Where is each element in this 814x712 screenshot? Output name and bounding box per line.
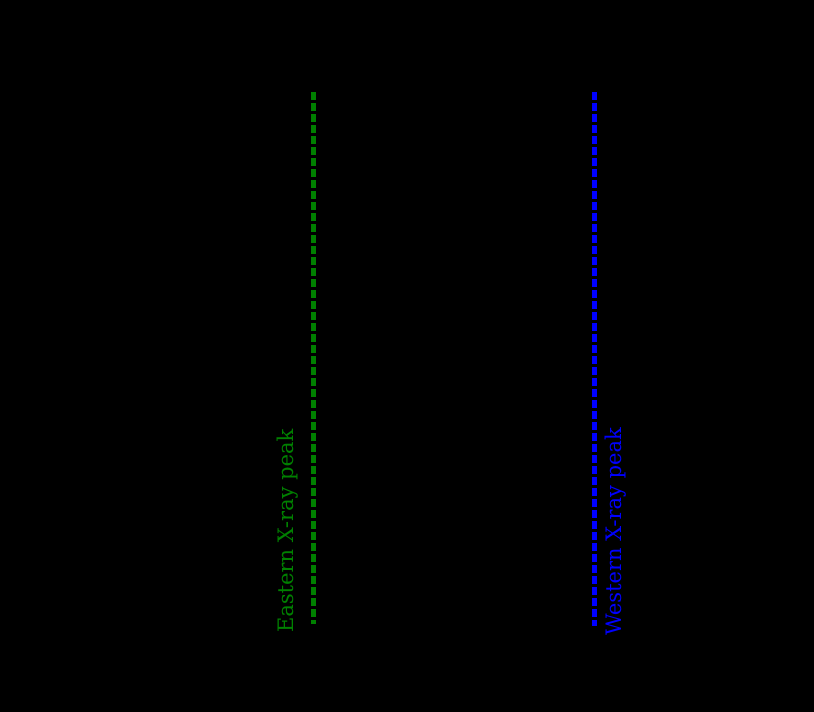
western-xray-peak-line — [592, 92, 597, 626]
eastern-xray-peak-label: Eastern X-ray peak — [274, 428, 298, 632]
western-xray-peak-label: Western X-ray peak — [602, 427, 626, 635]
eastern-xray-peak-line — [311, 92, 316, 624]
